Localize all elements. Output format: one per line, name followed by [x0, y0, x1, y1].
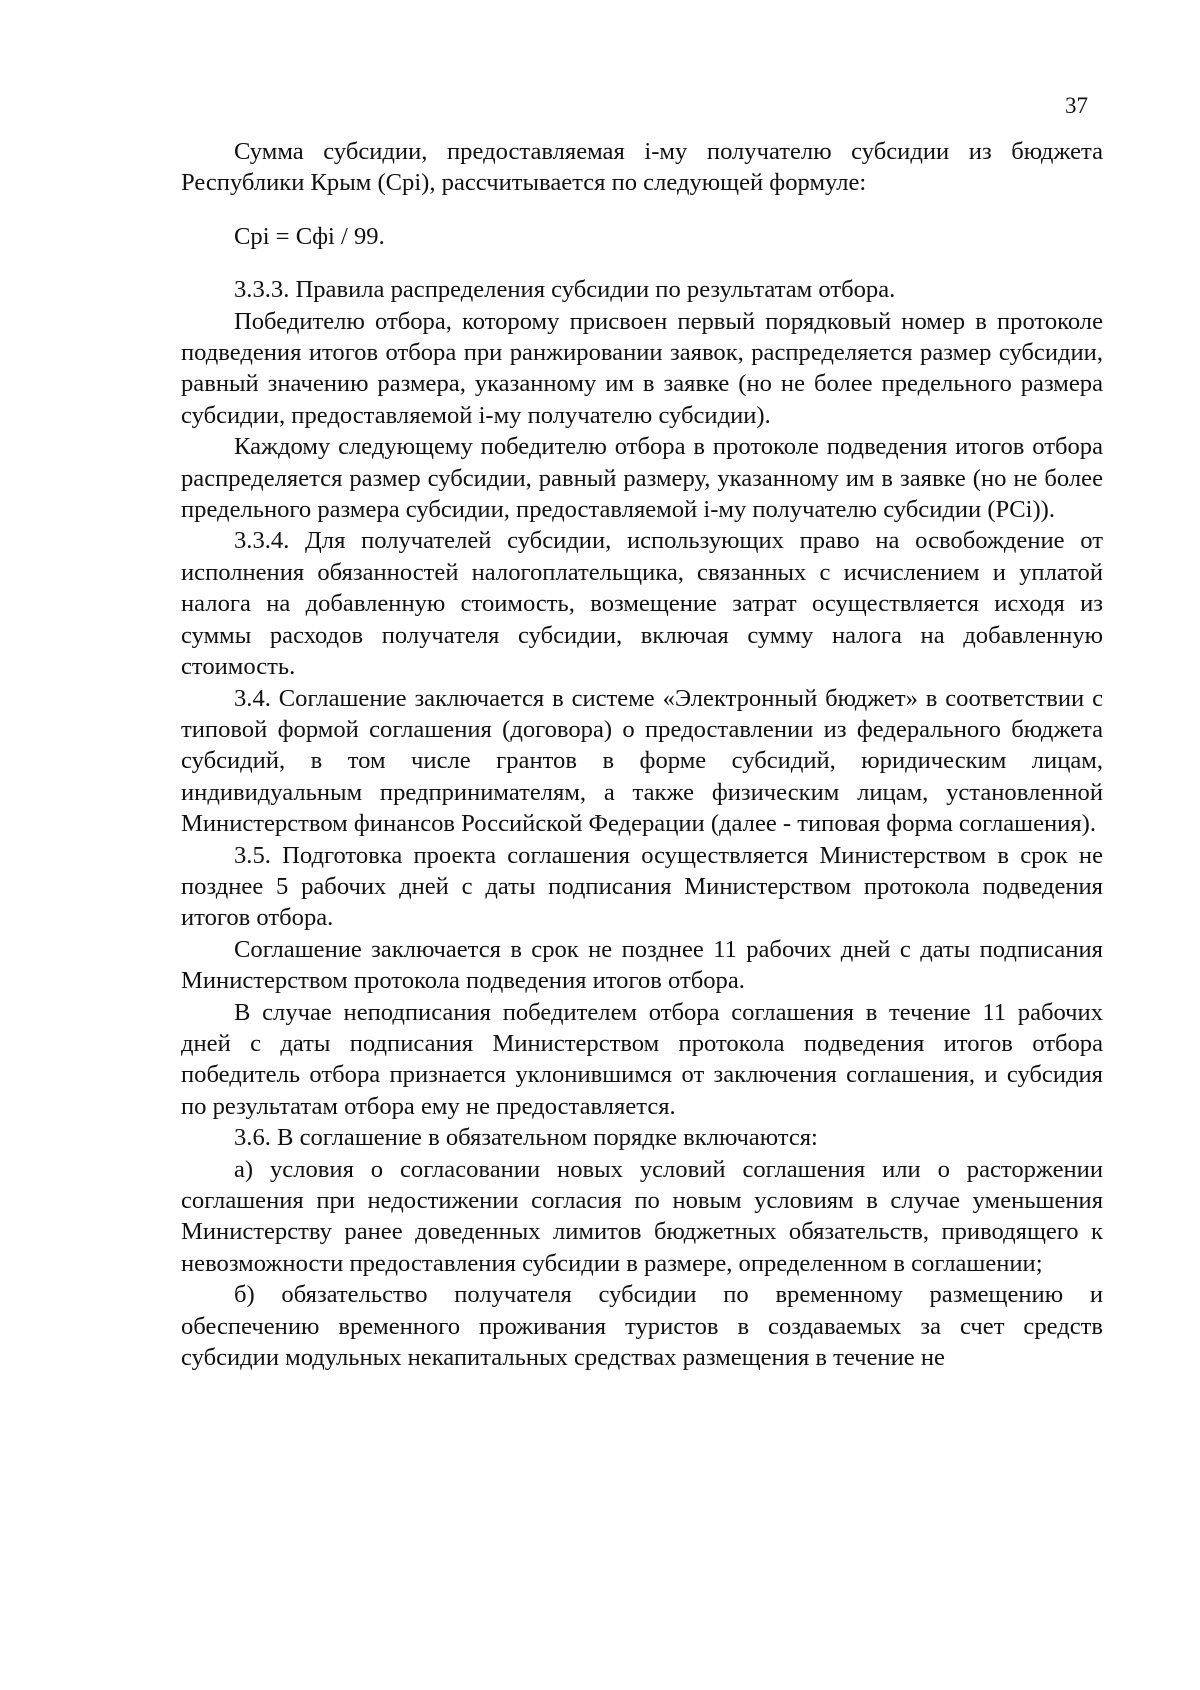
formula: Срi = Сфi / 99.: [234, 222, 385, 250]
section-3-6: 3.6. В соглашение в обязательном порядке включаются:: [234, 1124, 818, 1152]
section-3-5: 3.5. Подготовка проекта соглашения осуществляется Министерством в срок не позднее 5 рабочих дней с даты подписания Министерством протокола подведения итогов отбора.: [181, 841, 1103, 932]
list-item-b: б) обязательство получателя субсидии по временному размещению и обеспечению временного проживания туристов в создаваемых за счет средств субсидии модульных некапитальных средствах размещения в течение не: [181, 1281, 1103, 1372]
section-3-3-4: 3.3.4. Для получателей субсидии, использующих право на освобождение от исполнения обязанностей налогоплательщика, связанных с исчислением и уплатой налога на добавленную стоимость, возмещение затрат осуществляется исходя из суммы расходов получателя субсидии, включая сумму налога на добавленную стоимость.: [181, 527, 1103, 681]
document-body: [181, 136, 1103, 1373]
paragraph-subsidy-amount: Сумма субсидии, предоставляемая i-му получателю субсидии из бюджета Республики Крым (Срi), рассчитывается по следующей формуле:: [181, 138, 1103, 197]
paragraph-unsigned-agreement: В случае неподписания победителем отбора соглашения в течение 11 рабочих дней с даты подписания Министерством протокола подведения итогов отбора победитель отбора признается уклонившимся от заключения соглашения, и субсидия по результатам отбора ему не предоставляется.: [181, 998, 1103, 1120]
list-item-a: а) условия о согласовании новых условий соглашения или о расторжении соглашения при недостижении согласия по новым условиям в случае уменьшения Министерству ранее доведенных лимитов бюджетных обязательств, приводящего к невозможности предоставления субсидии в размере, определенном в соглашении;: [181, 1155, 1103, 1277]
paragraph-agreement-deadline: Соглашение заключается в срок не позднее 11 рабочих дней с даты подписания Министерством протокола подведения итогов отбора.: [181, 935, 1103, 995]
section-3-3-3-heading: 3.3.3. Правила распределения субсидии по результатам отбора.: [234, 276, 896, 304]
section-3-4: 3.4. Соглашение заключается в системе «Электронный бюджет» в соответствии с типовой формой соглашения (договора) о предоставлении из федерального бюджета субсидий, в том числе грантов в форме субсидий, юридическим лицам, индивидуальным предпринимателям, а также физическим лицам, установленной Министерством финансов Российской Федерации (далее - типовая форма соглашения).: [181, 684, 1103, 838]
page-number: 37: [1065, 93, 1088, 118]
paragraph-next-winners: Каждому следующему победителю отбора в протоколе подведения итогов отбора распределяется размер субсидии, равный размеру, указанному им в заявке (но не более предельного размера субсидии, предоставляемой i-му получателю субсидии (PCi)).: [181, 433, 1103, 524]
paragraph-first-winner: Победителю отбора, которому присвоен первый порядковый номер в протоколе подведения итогов отбора при ранжировании заявок, распределяется размер субсидии, равный значению размера, указанному им в заявке (но не более предельного размера субсидии, предоставляемой i-му получателю субсидии).: [181, 307, 1103, 429]
